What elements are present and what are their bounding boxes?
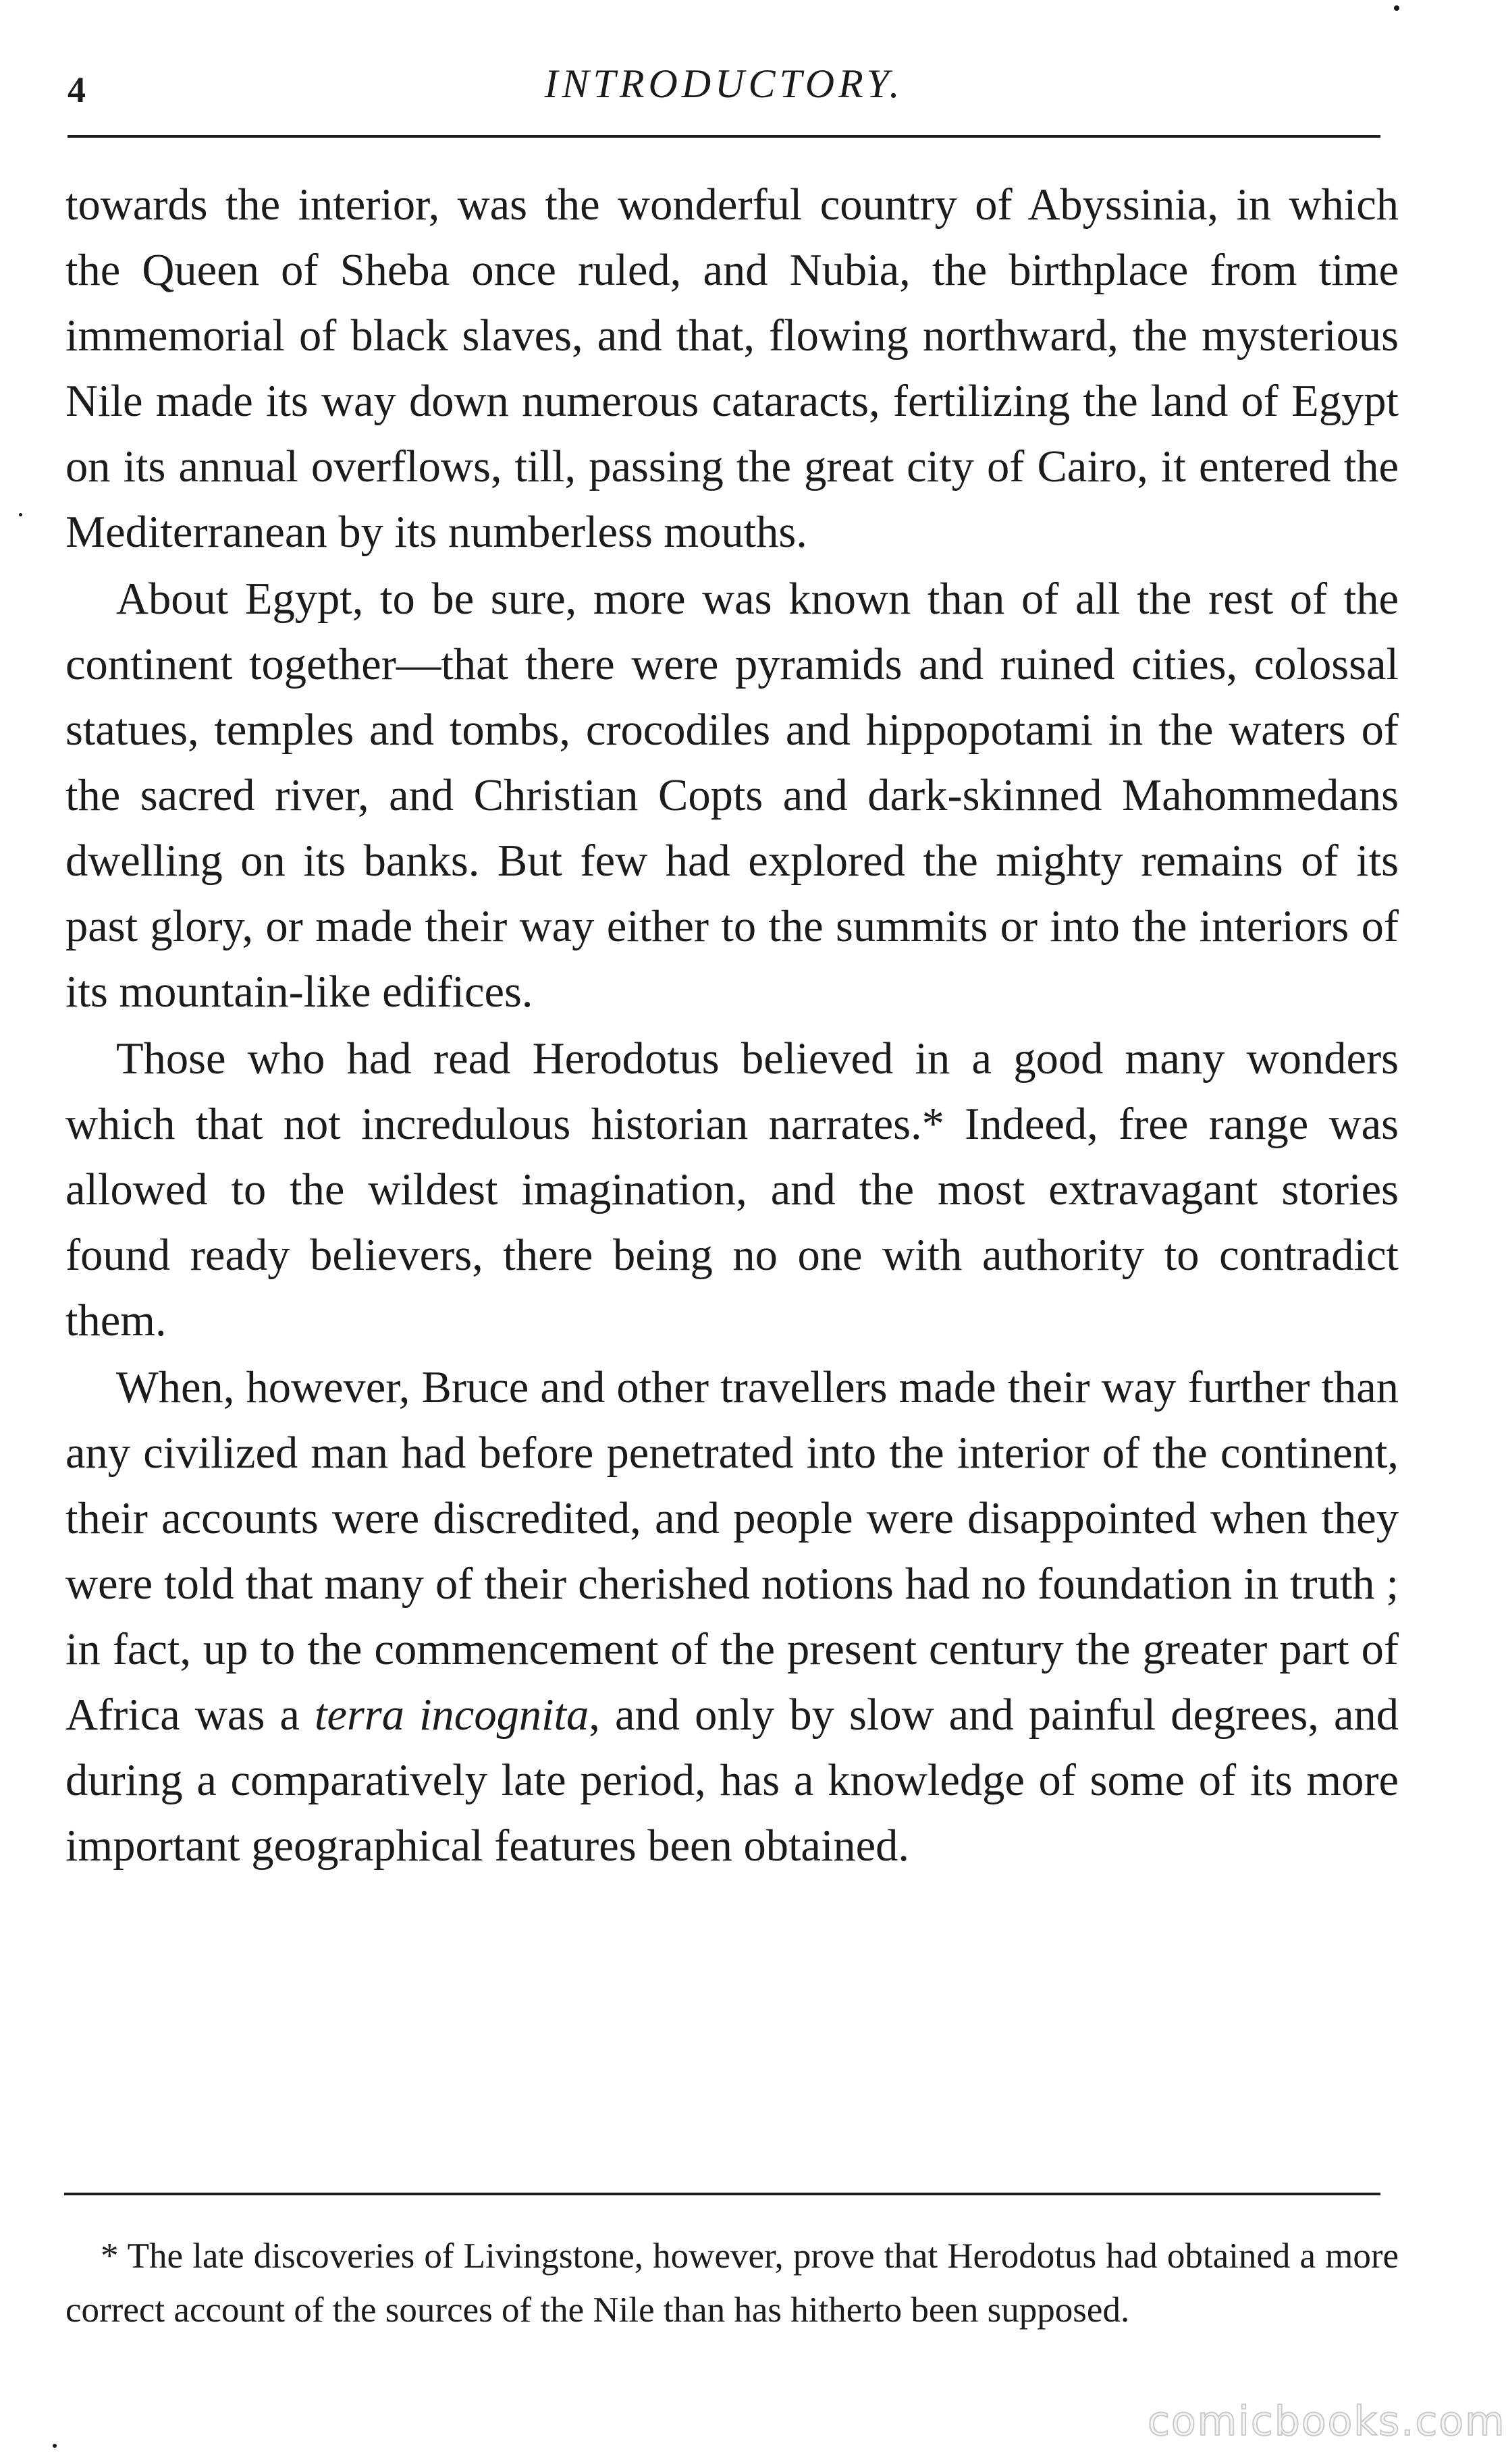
- header-rule: [68, 135, 1380, 138]
- page-number: 4: [68, 70, 86, 110]
- paragraph-3: Those who had read Herodotus believed in a good many wonders which that not incredulous historian narrates.* Indeed, free range was allowed to the wildest imagination, and the most extravagant stories found ready believers, there being no one with authority to contradict them.: [65, 1034, 1399, 1345]
- print-speck-top: [1394, 5, 1399, 11]
- footnote: * The late discoveries of Livingstone, however, prove that Herodotus had obtained a more correct account of the sources of the Nile than has hitherto been supposed.: [65, 2237, 1399, 2330]
- running-head: INTRODUCTORY.: [544, 61, 904, 106]
- footnote-rule: [64, 2193, 1380, 2195]
- paragraph-1: towards the interior, was the wonderful country of Abyssinia, in which the Queen of Sheba once ruled, and Nubia, the birthplace from time immemorial of black slaves, and that, flowing northward, the mysterious Nile made its way down numerous cataracts, fertilizing the land of Egypt on its annual overflows, till, passing the great city of Cairo, it entered the Mediterranean by its numberless mouths.: [65, 180, 1399, 557]
- body-text: [65, 172, 1399, 1879]
- watermark: comicbooks.com: [1148, 2398, 1506, 2445]
- paragraph-4-text-a: When, however, Bruce and other travellers made their way further than any civilized man had before penetrated into the interior of the continent, their accounts were discredited, and people were disappointed when they were told that many of their cherished notions had no foundation in truth ; in fact, up to the commencement of the present century the greater part of Africa was a: [65, 1363, 1399, 1740]
- print-speck-bottom: [53, 2444, 57, 2448]
- print-speck-margin: [19, 513, 22, 516]
- paragraph-4: [65, 1355, 1399, 1879]
- paragraph-4-italic-phrase: terra incognita: [315, 1690, 589, 1740]
- page-header: [68, 59, 1380, 134]
- paragraph-2: About Egypt, to be sure, more was known than of all the rest of the continent together—that there were pyramids and ruined cities, colossal statues, temples and tombs, crocodiles and hippopotami in the waters of the sacred river, and Christian Copts and dark-skinned Mahommedans dwelling on its banks. But few had explored the mighty remains of its past glory, or made their way either to the summits or into the interiors of its mountain-like edifices.: [65, 574, 1399, 1017]
- paragraph-4-text-b: , and only by slow and painful degrees, and during a comparatively late period, has a knowledge of some of its more important geographical features been obtained.: [65, 1690, 1399, 1871]
